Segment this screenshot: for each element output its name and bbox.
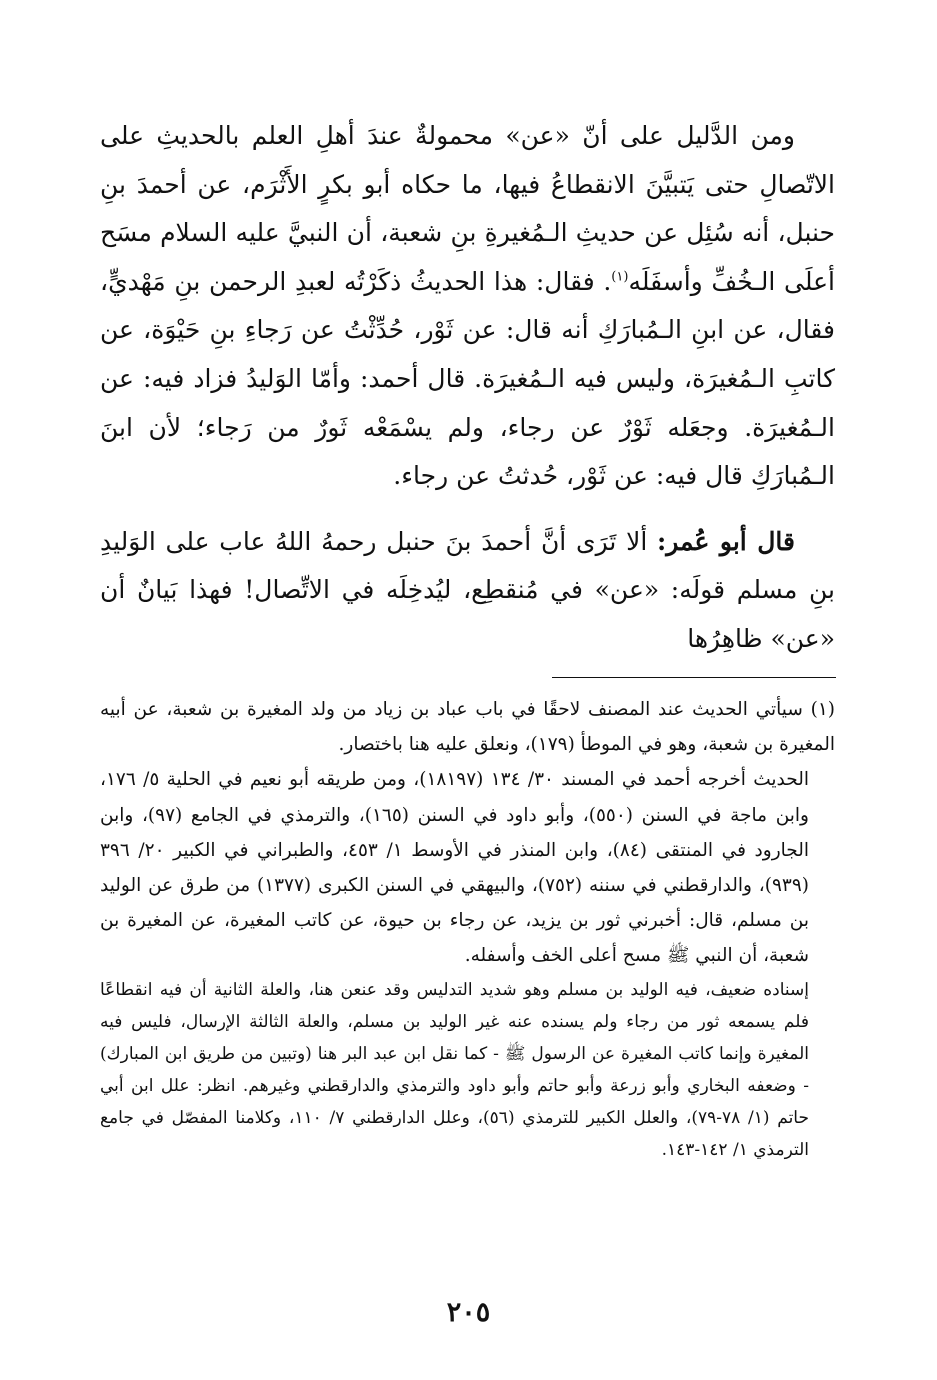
paragraph-1-text: ومن الدَّليل على أنّ «عن» محمولةٌ عندَ أهلِ العلم بالحديثِ على الاتّصالِ حتى يَتبيَّنَ الانقطاعُ فيها، ما حكاه أبو بكرٍ الأَثْرَم، عن أحمدَ بنِ حنبل، أنه سُئِل عن حديثِ الـمُغيرةِ بنِ شعبة، أن النبيَّ عليه السلام مسَح أعلَى الـخُفِّ وأسفَلَه — [100, 121, 835, 296]
footnotes-block — [100, 692, 835, 1166]
main-paragraph-1 — [100, 112, 835, 501]
paragraph-1-continuation: . فقال: هذا الحديثُ ذكَرْتُه لعبدِ الرحمن بنِ مَهْديٍّ، فقال، عن ابنِ الـمُبارَكِ أنه قال: عن ثَوْر، حُدِّثْتُ عن رَجاءِ بنِ حَيْوَة، عن كاتبِ الـمُغيرَة، وليس فيه الـمُغيرَة. قال أحمد: وأمّا الوَليدُ فزاد فيه: عن الـمُغيرَة. وجعَله ثَوْرٌ عن رجاء، ولم يسْمَعْه ثَورٌ من رَجاء؛ لأن ابنَ الـمُبارَكِ قال فيه: عن ثَوْر، حُدثتُ عن رجاء. — [100, 266, 835, 491]
footnote-separator — [552, 677, 836, 678]
page-number: ٢٠٥ — [446, 1297, 491, 1328]
footnote-1-sources: الحديث أخرجه أحمد في المسند ٣٠/ ١٣٤ (١٨١٩٧)، ومن طريقه أبو نعيم في الحلية ٥/ ١٧٦، وابن ماجة في السنن (٥٥٠)، وأبو داود في السنن (١٦٥)، والترمذي في الجامع (٩٧)، وابن الجارود في المنتقى (٨٤)، وابن المنذر في الأوسط ١/ ٤٥٣، والطبراني في الكبير ٢٠/ ٣٩٦ (٩٣٩)، والدارقطني في سننه (٧٥٢)، والبيهقي في السنن الكبرى (١٣٧٧) من طرق عن الوليد بن مسلم، قال: أخبرني ثور بن يزيد، عن رجاء بن حيوة، عن كاتب المغيرة، عن المغيرة بن شعبة، أن النبي ﷺ مسح أعلى الخف وأسفله. — [100, 769, 810, 967]
footnote-reference: (١) — [611, 269, 629, 285]
paragraph-2-lead: قال أبو عُمر: — [657, 526, 795, 556]
paragraph-2-text: ألا تَرَى أنَّ أحمدَ بنَ حنبل رحمهُ اللهُ عاب على الوَليدِ بنِ مسلم قولَه: «عن» في مُنقطِع، ليُدخِلَه في الاتِّصال! فهذا بَيانٌ أن «عن» ظاهِرُها — [100, 526, 835, 653]
footnote-1-grading: إسناده ضعيف، فيه الوليد بن مسلم وهو شديد التدليس وقد عنعن هنا، والعلة الثانية أن فيه انقطاعًا فلم يسمعه ثور من رجاء ولم يسنده عنه غير الوليد بن مسلم، والعلة الثالثة الإرسال، فليس فيه المغيرة وإنما كاتب المغيرة عن الرسول ﷺ - كما نقل ابن عبد البر هنا (وتبين من طريق ابن المبارك) - وضعفه البخاري وأبو زرعة وأبو حاتم وأبو داود والترمذي والدارقطني وغيرهم. انظر: علل ابن أبي حاتم (١/ ٧٨-٧٩)، والعلل الكبير للترمذي (٥٦)، وعلل الدارقطني ٧/ ١١٠، وكلامنا المفصّل في جامع الترمذي ١/ ١٤٢-١٤٣. — [100, 979, 809, 1160]
main-text-block — [100, 112, 835, 664]
footnote-1: (١) سيأتي الحديث عند المصنف لاحقًا في باب عباد بن زياد من ولد المغيرة بن شعبة، عن أبيه المغيرة بن شعبة، وهو في الموطأ (١٧٩)، ونعلق عليه هنا باختصار. — [100, 699, 835, 756]
main-paragraph-2 — [100, 518, 835, 664]
